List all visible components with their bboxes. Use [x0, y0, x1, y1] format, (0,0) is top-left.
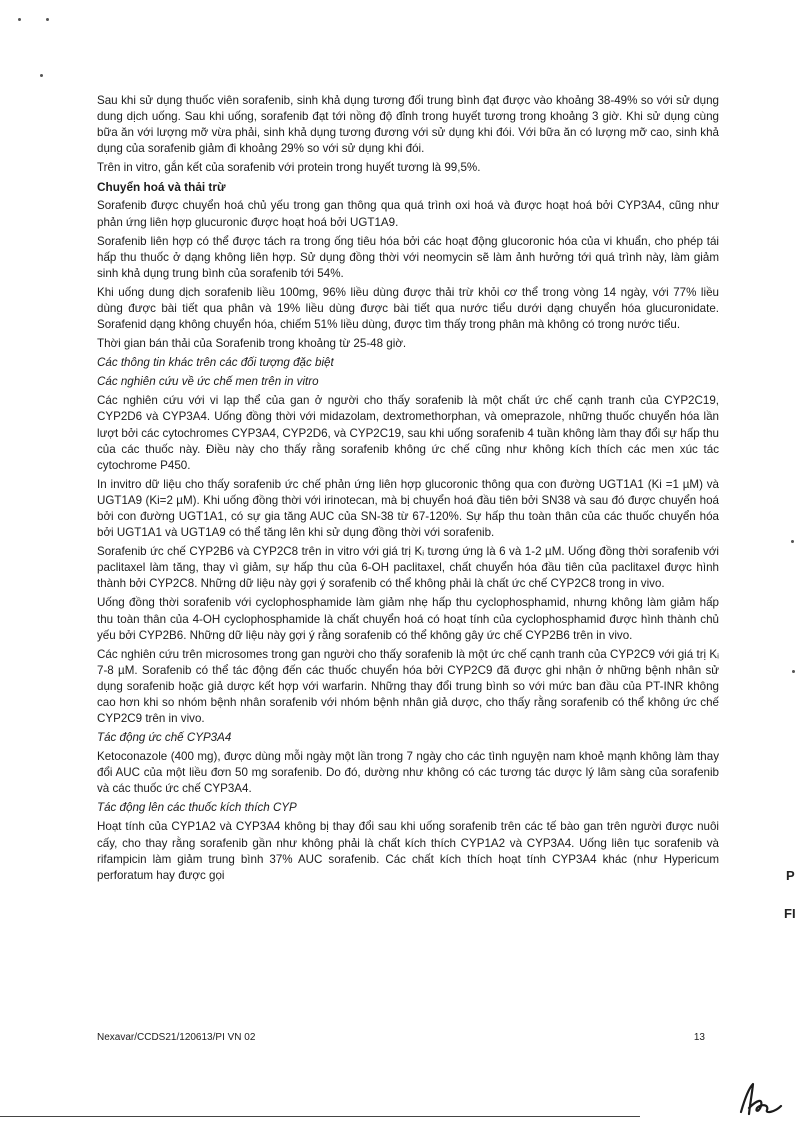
body-paragraph: Sau khi sử dụng thuốc viên sorafenib, sinh khả dụng tương đối trung bình đạt được vào khoảng 38-49% so với sử dụng dung dịch uống. Sau khi uống, sorafenib đạt tới nồng độ đỉnh trong huyết tương trong khoảng 3 giờ. Khi sử dụng cùng bữa ăn với lượng mỡ vừa phải, sinh khả dụng tương đương với sử dụng khi đói. Với bữa ăn có lượng mỡ cao, sinh khả dụng của sorafenib giảm đi khoảng 29% so với sử dụng khi đói. [97, 94, 719, 156]
body-paragraph: Ketoconazole (400 mg), được dùng mỗi ngày một lần trong 7 ngày cho các tình nguyện nam khoẻ mạnh không làm thay đổi AUC của một liều đơn 50 mg sorafenib. Do đó, dường như không có các tương tác dược lý lâm sàng của sorafenib và các thuốc ức chế CYP3A4. [97, 750, 719, 796]
bottom-rule [0, 1116, 640, 1117]
signature-icon [735, 1078, 785, 1120]
document-content [97, 93, 719, 887]
body-paragraph: In invitro dữ liệu cho thấy sorafenib ức chế phản ứng liên hợp glucoronic thông qua con đường UGT1A1 (Ki =1 µM) và UGT1A9 (Ki=2 µM). Khi uống đồng thời với irinotecan, mà bị chuyển hoá đầu tiên bởi SN38 và sau đó được chuyển hoá bởi con đường UGT1A1, có sự gia tăng AUC của SN-38 từ 67-120%. Sự hấp thu toàn thân của các thuốc chuyển hóa bởi UGT1A1 và UGT1A9 có thể tăng lên khi sử dụng đồng thời với sorafenib. [97, 477, 719, 540]
subsection-heading: Tác động ức chế CYP3A4 [97, 731, 232, 745]
body-paragraph: Uống đồng thời sorafenib với cyclophosphamide làm giảm nhẹ hấp thu cyclophosphamid, nhưng không làm giảm hấp thu toàn thân của 4-OH cyclophosphamide là chất chuyển hoá có hoạt tính của cyclophosphamid được hình thành chủ yếu bởi CYP2B6. Những dữ liệu này gợi ý rằng sorafenib có thể không gây ức chế CYP2B6 trên in vivo. [97, 596, 719, 642]
scan-speck [18, 18, 21, 21]
scan-speck [792, 670, 795, 673]
body-paragraph: Sorafenib ức chế CYP2B6 và CYP2C8 trên in vitro với giá trị Kᵢ tương ứng là 6 và 1-2 µM. Uống đồng thời sorafenib với paclitaxel làm tăng, thay vì giảm, sự hấp thu của 6-OH paclitaxel, chất chuyển hóa đầu tiên của paclitaxel được hình thành bởi CYP2C8. Những dữ liệu này gợi ý sorafenib có thể không phải là chất ức chế CYP2C8 trong in vivo. [97, 545, 719, 591]
scan-speck [46, 18, 49, 21]
scan-speck [791, 540, 794, 543]
scan-speck [40, 74, 43, 77]
edge-mark-p: P [786, 868, 795, 883]
body-paragraph: Sorafenib được chuyển hoá chủ yếu trong gan thông qua quá trình oxi hoá và được hoạt hoá bởi CYP3A4, cũng như phản ứng liên hợp glucuronic được hoạt hoá bởi UGT1A9. [97, 199, 719, 229]
body-paragraph: Khi uống dung dịch sorafenib liều 100mg, 96% liều dùng được thải trừ khỏi cơ thể trong vòng 14 ngày, với 77% liều dùng được bài tiết qua phân và 19% liều dùng được bài tiết qua nước tiểu dưới dạng chuyển hóa glucuronidate. Sorafenid dạng không chuyển hóa, chiếm 51% liều dùng, được tìm thấy trong phân mà không có trong nước tiểu. [97, 285, 719, 332]
page-footer [97, 1032, 719, 1043]
body-paragraph: Sorafenib liên hợp có thể được tách ra trong ống tiêu hóa bởi các hoạt động glucoronic hóa của vi khuẩn, cho phép tái hấp thu thuốc ở dạng không liên hợp. Sử dụng đồng thời với neomycin sẽ làm ảnh hưởng tới quá trình này, làm giảm sinh khả dụng trung bình của sorafenib tới 54%. [97, 234, 719, 280]
subsection-heading: Tác động lên các thuốc kích thích CYP [97, 801, 297, 815]
body-paragraph: Thời gian bán thải của Sorafenib trong khoảng từ 25-48 giờ. [97, 337, 407, 351]
body-paragraph: Trên in vitro, gắn kết của sorafenib với protein trong huyết tương là 99,5%. [97, 161, 481, 175]
body-paragraph: Các nghiên cứu trên microsomes trong gan người cho thấy sorafenib là một ức chế cạnh tranh của CYP2C9 với giá trị Kᵢ 7-8 µM. Sorafenib có thể tác động đến các thuốc chuyển hóa bởi CYP2C9 đã được ghi nhận ở những bệnh nhân sử dụng sorafenib hoặc giả dược kết hợp với warfarin. Những thay đổi trung bình so với mức ban đầu của PT-INR không cao hơn khi so nhóm bệnh nhân sorafenib với nhóm bệnh nhân giả dược, cho thấy rằng sorafenib có thể không ức chế CYP2C9 trên in vivo. [97, 647, 719, 726]
subsection-heading: Các nghiên cứu về ức chế men trên in vitro [97, 375, 319, 389]
document-code: Nexavar/CCDS21/120613/PI VN 02 [97, 1032, 256, 1043]
body-paragraph: Hoạt tính của CYP1A2 và CYP3A4 không bị thay đổi sau khi uống sorafenib trên các tế bào gan trên người được nuôi cấy, cho thay rằng sorafenib gần như không phải là chất kích thích CYP1A2 và CYP3A4. Uống liên tục sorafenib và rifampicin làm giảm trung bình 37% AUC sorafenib. Các chất kích thích hoạt tính CYP3A4 khác (như Hypericum perforatum hay được gọi [97, 820, 719, 882]
subsection-heading: Các thông tin khác trên các đối tượng đặc biệt [97, 356, 334, 370]
body-paragraph: Các nghiên cứu với vi lạp thể của gan ở người cho thấy sorafenib là một chất ức chế cạnh tranh của CYP2C19, CYP2D6 và CYP3A4. Uống đồng thời với midazolam, dextromethorphan, và omeprazole, những thuốc chuyển hóa lần lượt bởi các cytochromes CYP3A4, CYP2D6, và CYP2C19, sau khi uống sorafenib 4 tuần không làm thay đổi sự hấp thu của các thuốc này. Điều này cho thấy rằng sorafenib không ức chế cũng như không kích thích các men xúc tác cytochrome P450. [97, 394, 719, 472]
page-number: 13 [693, 1032, 705, 1043]
edge-mark-fi: FI [784, 906, 796, 921]
section-heading: Chuyển hoá và thải trừ [97, 180, 226, 195]
